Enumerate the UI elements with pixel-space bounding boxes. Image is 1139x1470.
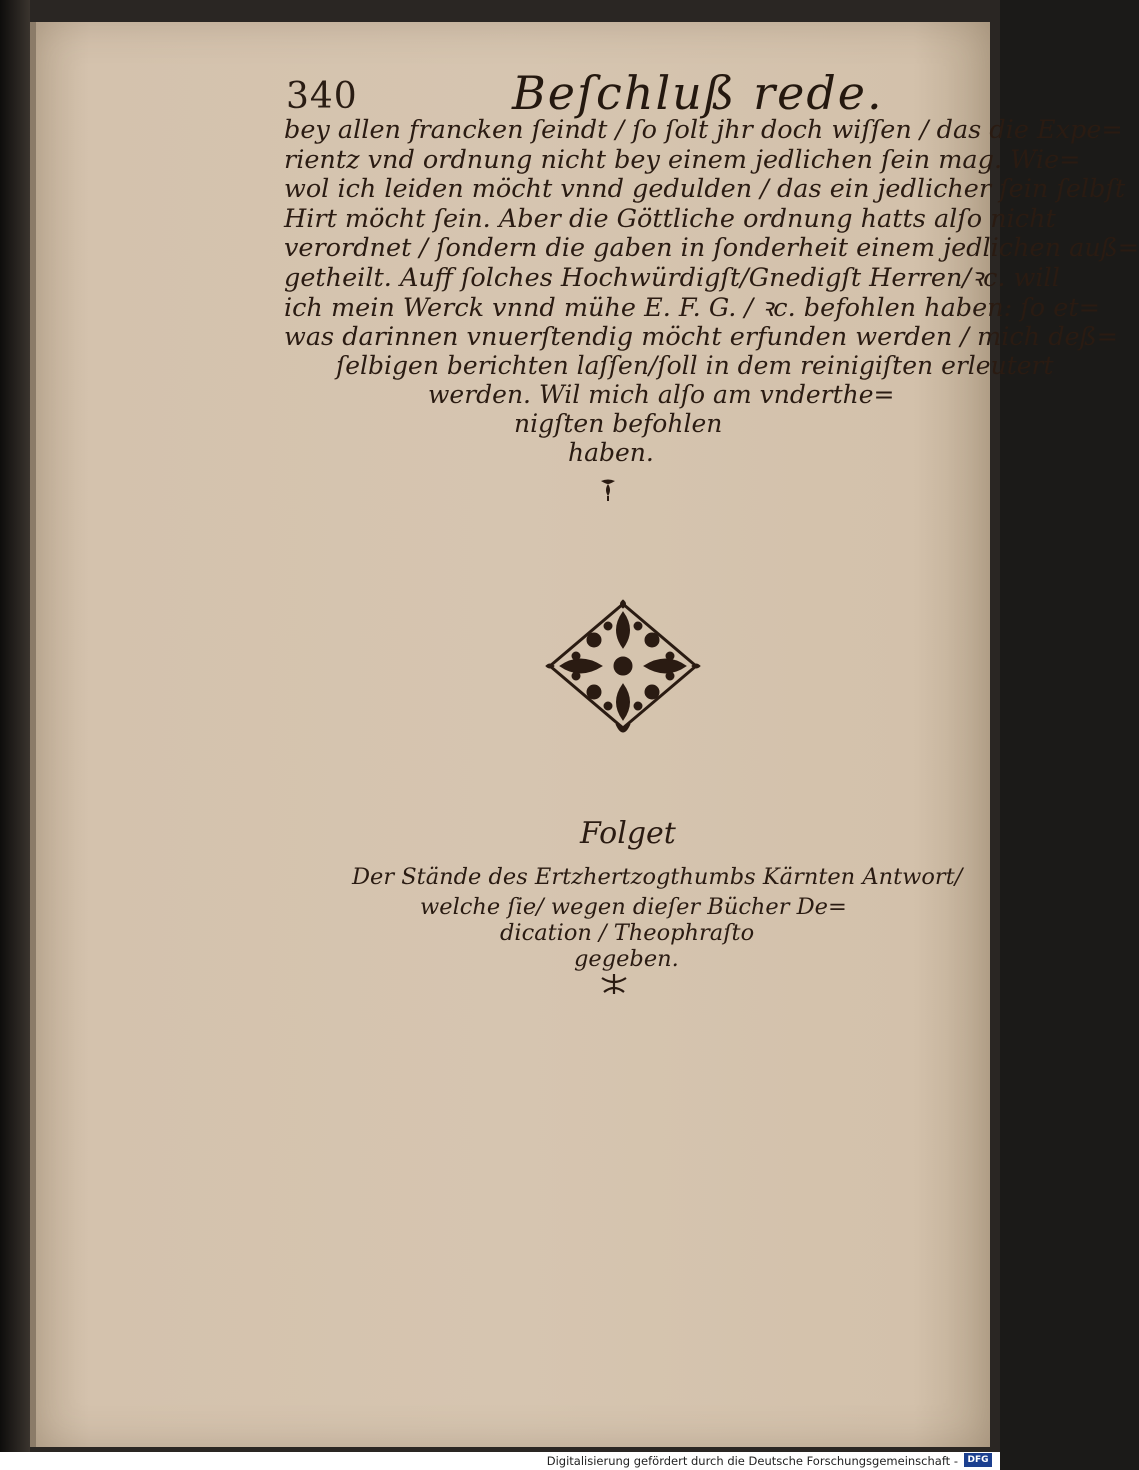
text-line: nigſten befohlen	[514, 409, 723, 438]
text-line: rientz vnd ordnung nicht bey einem jedlichen ſein mag. Wie=	[284, 144, 1081, 175]
section-line: welche ſie/ wegen dieſer Bücher De=	[420, 894, 847, 920]
text-line: getheilt. Auff ſolches Hochwürdigſt/Gnedigſt Herren/ꝛc. will	[284, 262, 1060, 293]
footer-credit: Digitalisierung gefördert durch die Deutsche Forschungsgemeinschaft -	[546, 1454, 958, 1468]
section-line: Der Stände des Ertzhertzogthumbs Kärnten Antwort/	[352, 864, 963, 890]
floral-ornament-icon	[546, 600, 700, 740]
page-number: 340	[286, 76, 358, 117]
text-line: ſelbigen berichten laſſen/ſoll in dem reinigiſten erleutert	[336, 351, 1054, 380]
section-title: Folget	[580, 816, 676, 851]
page-header	[0, 62, 1000, 122]
text-line: was darinnen vnuerſtendig möcht erfunden werden / mich deß=	[284, 322, 1119, 353]
section-line: gegeben.	[574, 946, 679, 972]
text-line: ich mein Werck vnnd mühe E. F. G. / ꝛc. befohlen haben: ſo et=	[284, 292, 1100, 323]
book-edge	[0, 0, 30, 1452]
text-line: werden. Wil mich alſo am vnderthe=	[428, 380, 895, 409]
page-gutter	[30, 22, 36, 1447]
dfg-logo-icon: DFG	[964, 1453, 992, 1467]
text-line: bey allen francken ſeindt / ſo ſolt jhr doch wiſſen / das die Expe=	[284, 115, 1123, 145]
body-text	[284, 115, 1139, 353]
text-line: wol ich leiden möcht vnnd gedulden / das ein jedlicher ſein ſelbſt	[284, 174, 1126, 205]
text-line: haben.	[568, 438, 654, 467]
text-line: verordnet / ſondern die gaben in ſonderheit einem jedlichen auß=	[284, 233, 1139, 264]
text-line: Hirt möcht ſein. Aber die Göttliche ordnung hatts alſo nicht	[284, 203, 1056, 234]
fleuron-small-icon	[598, 478, 618, 502]
fleuron-end-icon	[600, 972, 628, 996]
section-line: dication / Theophraſto	[500, 920, 755, 946]
running-title: Beſchluß rede.	[512, 66, 884, 120]
